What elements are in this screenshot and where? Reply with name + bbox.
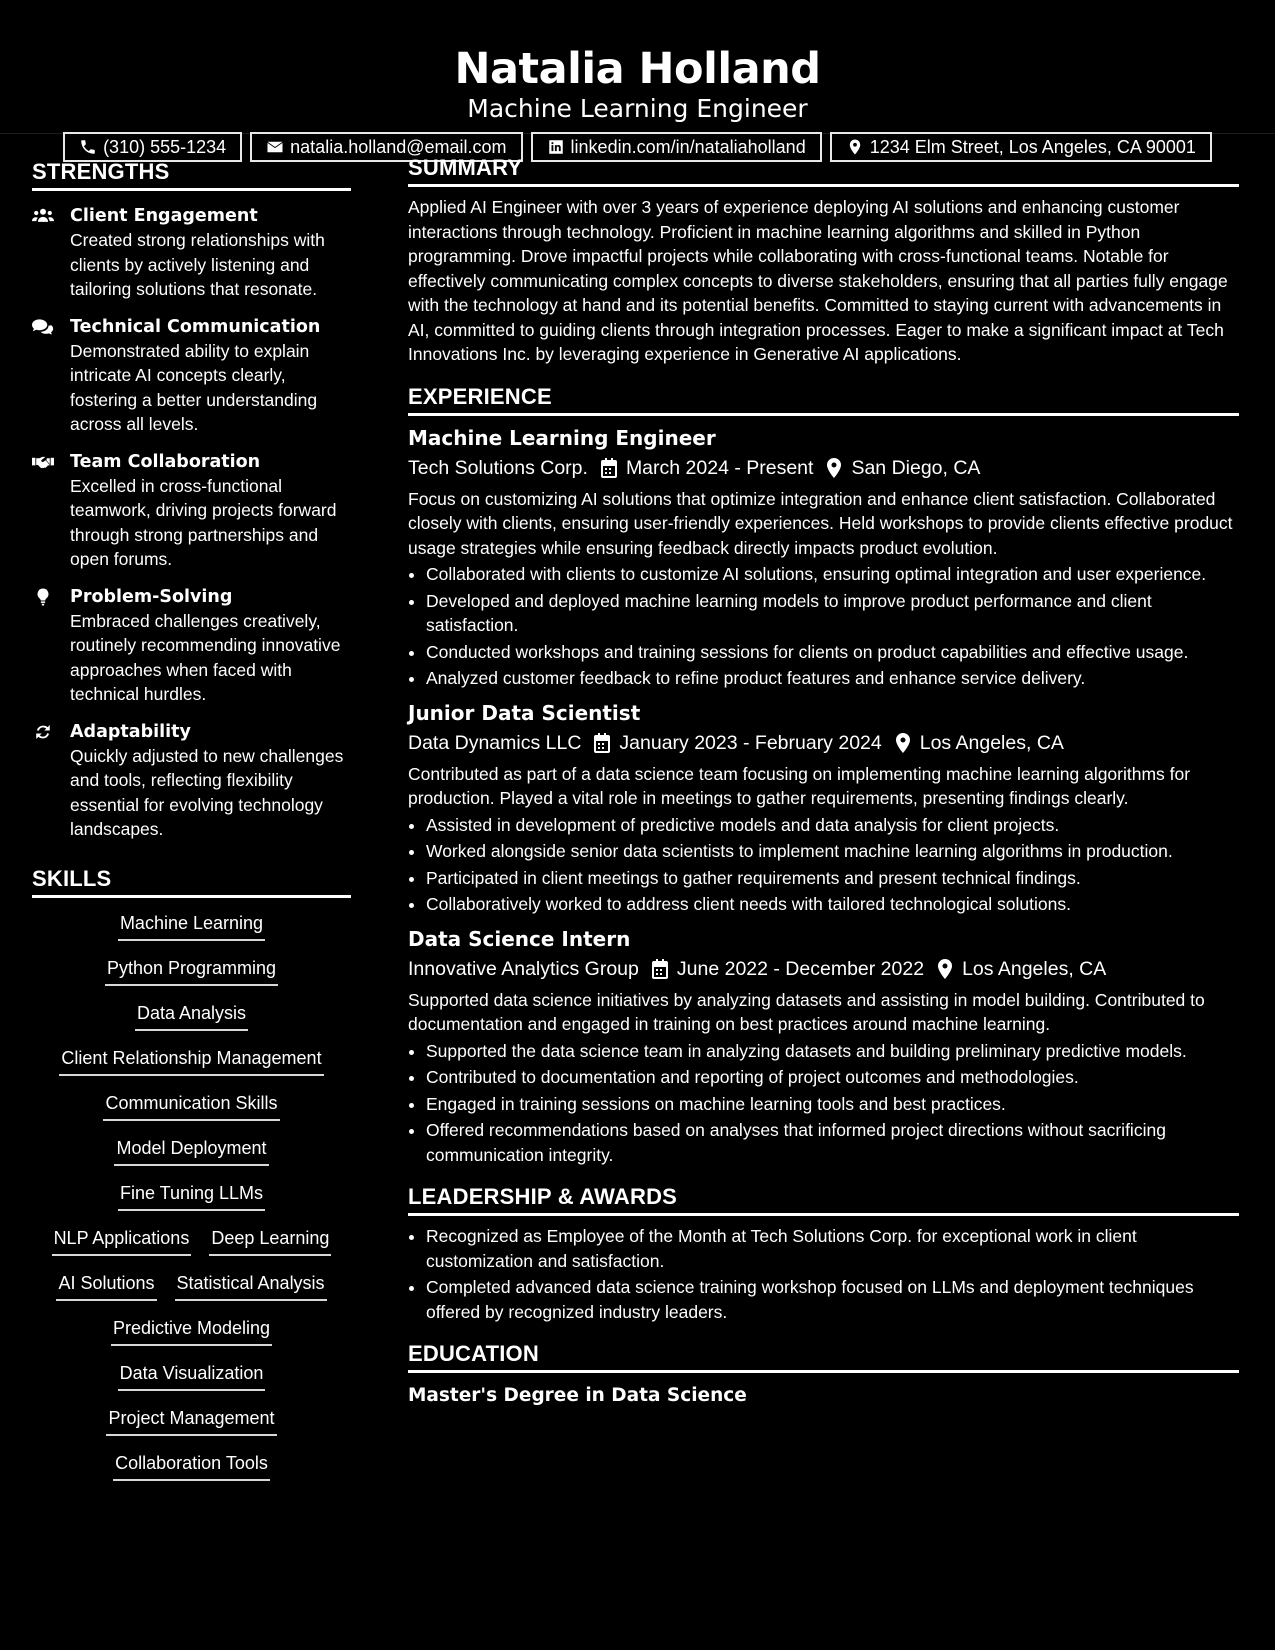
education-degree: Master's Degree in Data Science: [408, 1385, 747, 1406]
map-pin-icon: [936, 959, 954, 979]
resume-header: [0, 0, 1275, 157]
bullet-item: • Supported the data science team in analyzing datasets and building preliminary predictive models.: [426, 1039, 1239, 1064]
bullet-item: • Developed and deployed machine learning models to improve product performance and client satisfaction.: [426, 589, 1239, 638]
strength-desc: Embraced challenges creatively, routinely recommending innovative approaches when faced with technical hurdles.: [70, 610, 341, 704]
skill-tag: Communication Skills: [103, 1092, 279, 1121]
sync-icon: [32, 723, 54, 741]
skill-tag: NLP Applications: [52, 1227, 192, 1256]
job-location: Los Angeles, CA: [919, 731, 1064, 754]
job-location: San Diego, CA: [851, 456, 981, 479]
right-column: [408, 134, 1239, 1497]
skill-tag: Fine Tuning LLMs: [118, 1182, 265, 1211]
calendar-icon: [651, 959, 669, 979]
job-bullets: [408, 813, 1239, 917]
experience-heading: EXPERIENCE: [408, 367, 1239, 416]
bullet-item: • Completed advanced data science training workshop focused on LLMs and deployment techniques offered by recognized industry leaders.: [426, 1275, 1239, 1324]
strength-title: Client Engagement: [70, 206, 258, 226]
bullet-item: • Participated in client meetings to gather requirements and present technical findings.: [426, 866, 1239, 891]
job-meta: [408, 728, 1239, 758]
job-location: Los Angeles, CA: [962, 957, 1107, 980]
map-pin-icon: [894, 733, 912, 753]
candidate-title: Machine Learning Engineer: [467, 94, 808, 123]
contact-address-text: 1234 Elm Street, Los Angeles, CA 90001: [869, 136, 1196, 157]
skill-tag: Model Deployment: [114, 1137, 268, 1166]
job-entry: [408, 700, 1239, 917]
job-dates: June 2022 - December 2022: [676, 957, 925, 980]
skill-tag: Client Relationship Management: [59, 1047, 323, 1076]
job-bullets: [408, 1039, 1239, 1168]
bullet-item: • Contributed to documentation and reporting of project outcomes and methodologies.: [426, 1065, 1239, 1090]
bullet-item: • Engaged in training sessions on machine learning tools and best practices.: [426, 1092, 1239, 1117]
skill-tag: Predictive Modeling: [111, 1317, 272, 1346]
bullet-item: • Conducted workshops and training sessions for clients on product capabilities and effective usage.: [426, 640, 1239, 665]
job-company: Tech Solutions Corp.: [408, 456, 588, 479]
job-company: Innovative Analytics Group: [408, 957, 639, 980]
strength-item: [32, 450, 351, 572]
strength-item: [32, 315, 351, 437]
skill-tag: Statistical Analysis: [175, 1272, 327, 1301]
contact-email-text: natalia.holland@email.com: [290, 136, 507, 157]
skill-tag: Collaboration Tools: [113, 1452, 270, 1481]
comments-icon: [32, 318, 54, 336]
bullet-item: • Recognized as Employee of the Month at Tech Solutions Corp. for exceptional work in client customization and satisfaction.: [426, 1224, 1239, 1273]
strength-title: Technical Communication: [70, 316, 321, 337]
contact-phone-text: (310) 555-1234: [103, 136, 227, 157]
strength-item: [32, 720, 351, 842]
job-title: Data Science Intern: [408, 926, 631, 951]
job-entry: [408, 425, 1239, 691]
strength-desc: Demonstrated ability to explain intricate AI concepts clearly, fostering a better understanding across all levels.: [70, 340, 318, 434]
skill-tag: Data Analysis: [135, 1002, 248, 1031]
skill-tag: Deep Learning: [209, 1227, 331, 1256]
skill-tag: Data Visualization: [118, 1362, 266, 1391]
strength-title: Adaptability: [70, 721, 191, 742]
strength-title: Problem-Solving: [70, 586, 233, 607]
map-pin-icon: [825, 458, 843, 478]
job-entry: [408, 926, 1239, 1168]
skill-tag: Project Management: [106, 1407, 276, 1436]
lightbulb-icon: [32, 588, 54, 606]
leadership-bullets: [408, 1224, 1239, 1324]
job-description: Supported data science initiatives by analyzing datasets and assisting in model building. Contributed to documentation and engaged in training on best practices around machine learning.: [408, 989, 1205, 1034]
bullet-item: • Analyzed customer feedback to refine product features and enhance service delivery.: [426, 666, 1239, 691]
calendar-icon: [593, 733, 611, 753]
leadership-heading: LEADERSHIP & AWARDS: [408, 1169, 1239, 1216]
job-company: Data Dynamics LLC: [408, 731, 582, 754]
job-title: Machine Learning Engineer: [408, 425, 716, 450]
left-column: [32, 134, 351, 1497]
bullet-item: • Assisted in development of predictive models and data analysis for client projects.: [426, 813, 1239, 838]
job-bullets: [408, 562, 1239, 691]
strength-item: [32, 585, 351, 707]
job-meta: [408, 954, 1239, 984]
skill-tag: Machine Learning: [118, 912, 265, 941]
job-description: Contributed as part of a data science team focusing on implementing machine learning algorithms for production. Played a vital role in meetings to gather requirements, presenting findings clearly.: [408, 763, 1191, 808]
bullet-item: • Collaboratively worked to address client needs with tailored technological solutions.: [426, 892, 1239, 917]
contact-linkedin-text: linkedin.com/in/nataliaholland: [570, 136, 806, 157]
strength-title: Team Collaboration: [70, 451, 261, 472]
strength-item: [32, 204, 351, 302]
summary-text: Applied AI Engineer with over 3 years of experience deploying AI solutions and enhancing customer interactions through technology. Proficient in machine learning algorithms and skilled in Python programming. Drove impactful projects while collaborating with cross-functional teams. Notable for effectively communicating complex concepts to diverse stakeholders, ensuring that all parties fully engage with the technology at hand and its potential benefits. Committed to staying current with advancements in AI, committed to guiding clients through integration processes. Eager to make a significant impact at Tech Innovations Inc. by leveraging experience in Generative AI applications.: [408, 197, 1228, 364]
skills-list: [32, 898, 351, 1497]
job-description: Focus on customizing AI solutions that optimize integration and enhance client satisfaction. Collaborated closely with clients, ensuring user-friendly experiences. Held workshops to provide clients effective product usage strategies while ensuring feedback directly impacts product evolution.: [408, 488, 1233, 558]
users-icon: [32, 207, 54, 225]
strengths-heading: STRENGTHS: [32, 134, 351, 191]
skill-tag: AI Solutions: [56, 1272, 156, 1301]
job-dates: January 2023 - February 2024: [619, 731, 882, 754]
job-meta: [408, 453, 1239, 483]
strength-desc: Created strong relationships with clients by actively listening and tailoring solutions that resonate.: [70, 230, 325, 299]
handshake-icon: [32, 453, 54, 471]
job-dates: March 2024 - Present: [625, 456, 814, 479]
strength-desc: Quickly adjusted to new challenges and tools, reflecting flexibility essential for evolving technology landscapes.: [70, 745, 344, 839]
skill-tag: Python Programming: [105, 957, 278, 986]
education-heading: EDUCATION: [408, 1326, 1239, 1373]
candidate-name: Natalia Holland: [454, 44, 821, 94]
calendar-icon: [600, 458, 618, 478]
bullet-item: • Collaborated with clients to customize AI solutions, ensuring optimal integration and user experience.: [426, 562, 1239, 587]
strength-desc: Excelled in cross-functional teamwork, driving projects forward through strong partnerships and open forums.: [70, 475, 337, 569]
summary-heading: SUMMARY: [408, 134, 1239, 187]
skills-heading: SKILLS: [32, 842, 351, 898]
job-title: Junior Data Scientist: [408, 700, 641, 725]
bullet-item: • Worked alongside senior data scientists to implement machine learning algorithms in production.: [426, 839, 1239, 864]
bullet-item: • Offered recommendations based on analyses that informed project directions without sacrificing communication integrity.: [426, 1118, 1239, 1167]
